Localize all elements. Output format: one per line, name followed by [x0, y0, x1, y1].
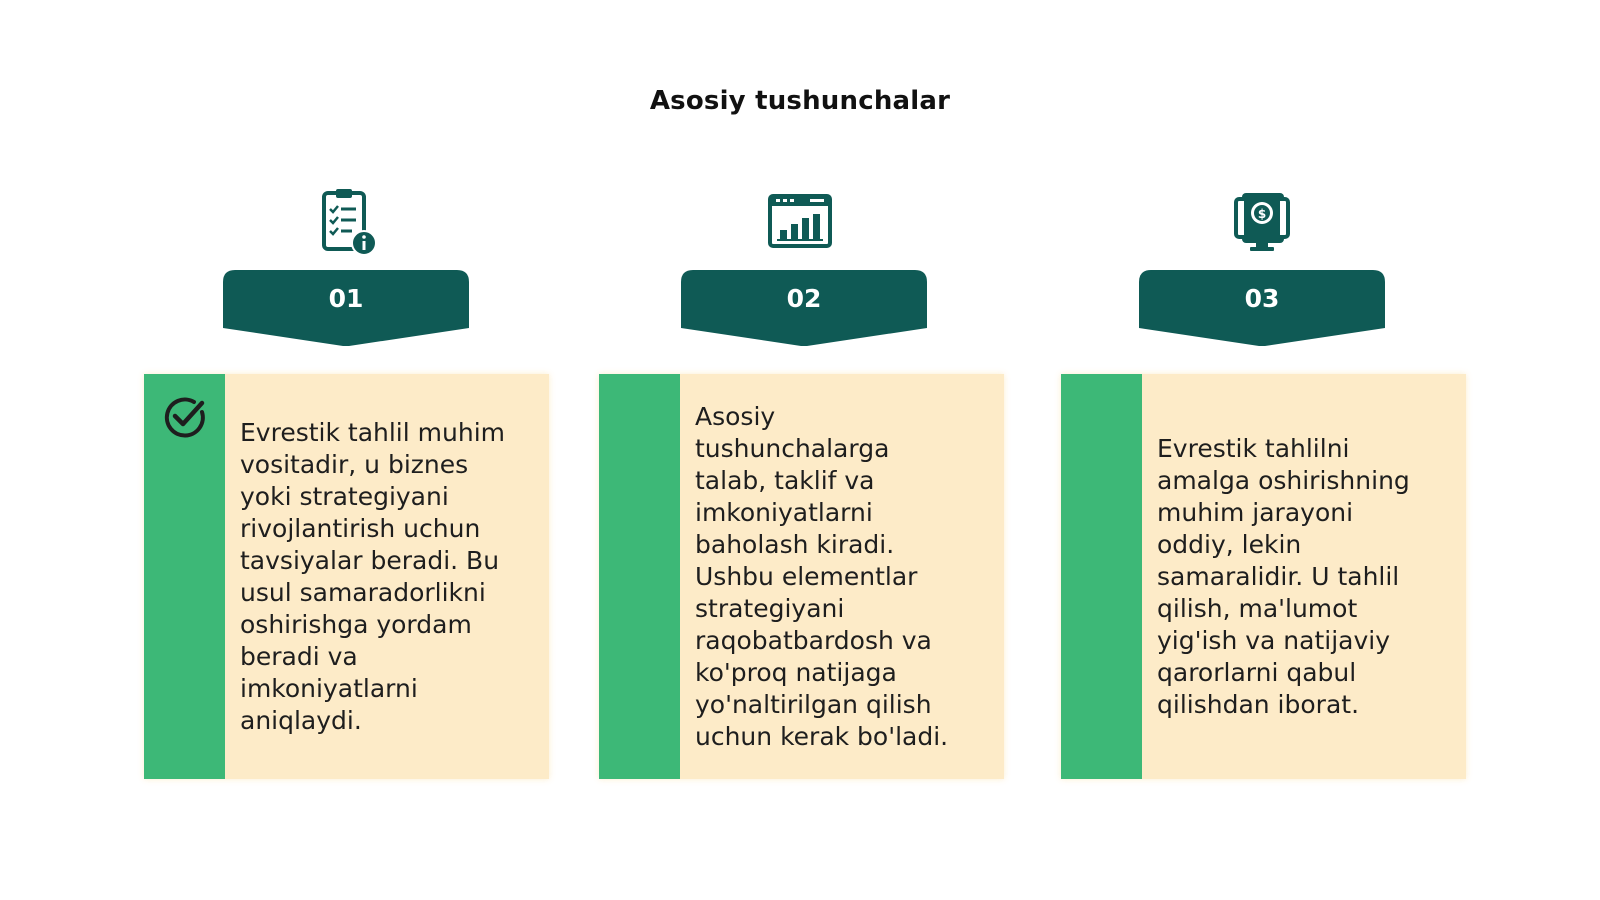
card-text: Asosiy tushunchalarga talab, taklif va imkoniyatlarni baholash kiradi. Ushbu elementlar strategiyani raqobatbardosh va ko'proq natijaga yo'naltirilgan qilish uchun kerak bo'ladi.	[695, 401, 949, 751]
step-number: 03	[1244, 284, 1280, 313]
analytics-window-icon	[755, 186, 845, 258]
concept-card-3	[1061, 374, 1466, 779]
step-number: 02	[786, 284, 822, 313]
step-badge-01	[223, 270, 469, 346]
step-badge-03	[1139, 270, 1385, 346]
concept-card-2	[599, 374, 1004, 779]
card-text: Evrestik tahlil muhim vositadir, u biznes yoki strategiyani rivojlantirish uchun tavsiyalar beradi. Bu usul samaradorlikni oshirishga yordam beradi va imkoniyatlarni aniqlaydi.	[240, 417, 505, 735]
step-number: 01	[328, 284, 364, 313]
accent-bar	[1061, 374, 1142, 779]
page-title: Asosiy tushunchalar	[649, 86, 951, 116]
svg-text:$: $	[1257, 207, 1267, 221]
clipboard-info-icon	[300, 186, 390, 258]
concept-card-1	[144, 374, 549, 779]
card-text: Evrestik tahlilni amalga oshirishning muhim jarayoni oddiy, lekin samaralidir. U tahlil qilish, ma'lumot yig'ish va natijaviy qarorlarni qabul qilishdan iborat.	[1157, 433, 1410, 719]
accent-bar	[599, 374, 680, 779]
check-circle-icon	[162, 394, 208, 444]
step-badge-02	[681, 270, 927, 346]
money-monitor-icon	[1217, 186, 1307, 258]
